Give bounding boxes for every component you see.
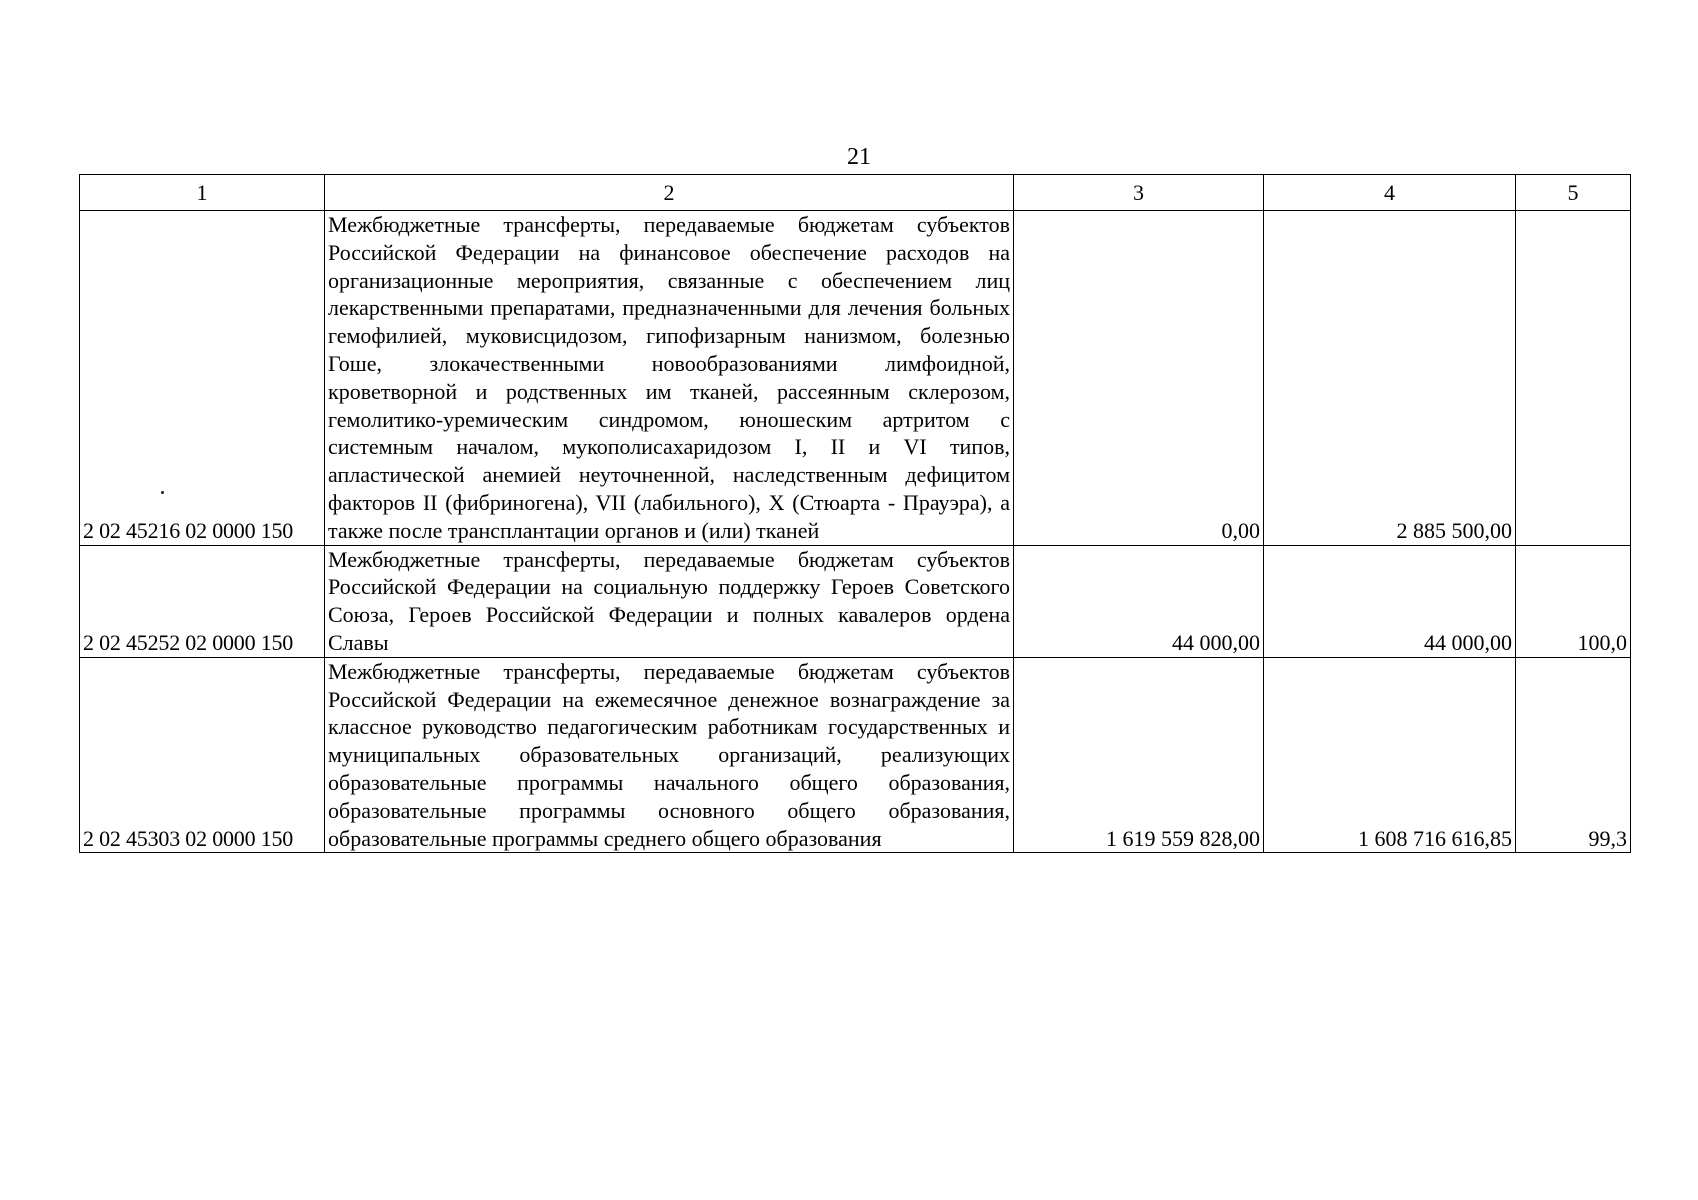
row-plan: 44 000,00 xyxy=(1014,545,1264,657)
page-number: 21 xyxy=(847,144,871,170)
row-fact: 2 885 500,00 xyxy=(1264,211,1516,546)
budget-table xyxy=(79,174,1631,853)
table-row xyxy=(80,211,1631,546)
row-code: 2 02 45252 02 0000 150 xyxy=(80,545,325,657)
row-fact: 44 000,00 xyxy=(1264,545,1516,657)
row-name: Межбюджетные трансферты, передаваемые бюджетам субъектов Российской Федерации на финансовое обеспечение расходов на организационные мероприятия, связанные с обеспечением лиц лекарственными препаратами, предназначенными для лечения больных гемофилией, муковисцидозом, гипофизарным нанизмом, болезнью Гоше, злокачественными новообразованиями лимфоидной, кроветворной и родственных им тканей, рассеянным склерозом, гемолитико-уремическим синдромом, юношеским артритом с системным началом, мукополисахаридозом I, II и VI типов, апластической анемией неуточненной, наследственным дефицитом факторов II (фибриногена), VII (лабильного), X (Стюарта - Прауэра), а также после трансплантации органов и (или) тканей xyxy=(325,211,1014,546)
row-percent xyxy=(1516,211,1631,546)
row-code: 2 02 45303 02 0000 150 xyxy=(80,657,325,853)
header-col-1: 1 xyxy=(80,175,325,211)
row-plan: 1 619 559 828,00 xyxy=(1014,657,1264,853)
row-percent: 99,3 xyxy=(1516,657,1631,853)
table-row xyxy=(80,657,1631,853)
header-col-4: 4 xyxy=(1264,175,1516,211)
row-name: Межбюджетные трансферты, передаваемые бюджетам субъектов Российской Федерации на ежемесячное денежное вознаграждение за классное руководство педагогическим работникам государственных и муниципальных образовательных организаций, реализующих образовательные программы начального общего образования, образовательные программы основного общего образования, образовательные программы среднего общего образования xyxy=(325,657,1014,853)
row-plan: 0,00 xyxy=(1014,211,1264,546)
header-row xyxy=(80,175,1631,211)
header-col-2: 2 xyxy=(325,175,1014,211)
row-fact: 1 608 716 616,85 xyxy=(1264,657,1516,853)
row-percent: 100,0 xyxy=(1516,545,1631,657)
header-col-3: 3 xyxy=(1014,175,1264,211)
row-name: Межбюджетные трансферты, передаваемые бюджетам субъектов Российской Федерации на социальную поддержку Героев Советского Союза, Героев Российской Федерации и полных кавалеров ордена Славы xyxy=(325,545,1014,657)
table-row xyxy=(80,545,1631,657)
row-code: 2 02 45216 02 0000 150 xyxy=(80,211,325,546)
header-col-5: 5 xyxy=(1516,175,1631,211)
